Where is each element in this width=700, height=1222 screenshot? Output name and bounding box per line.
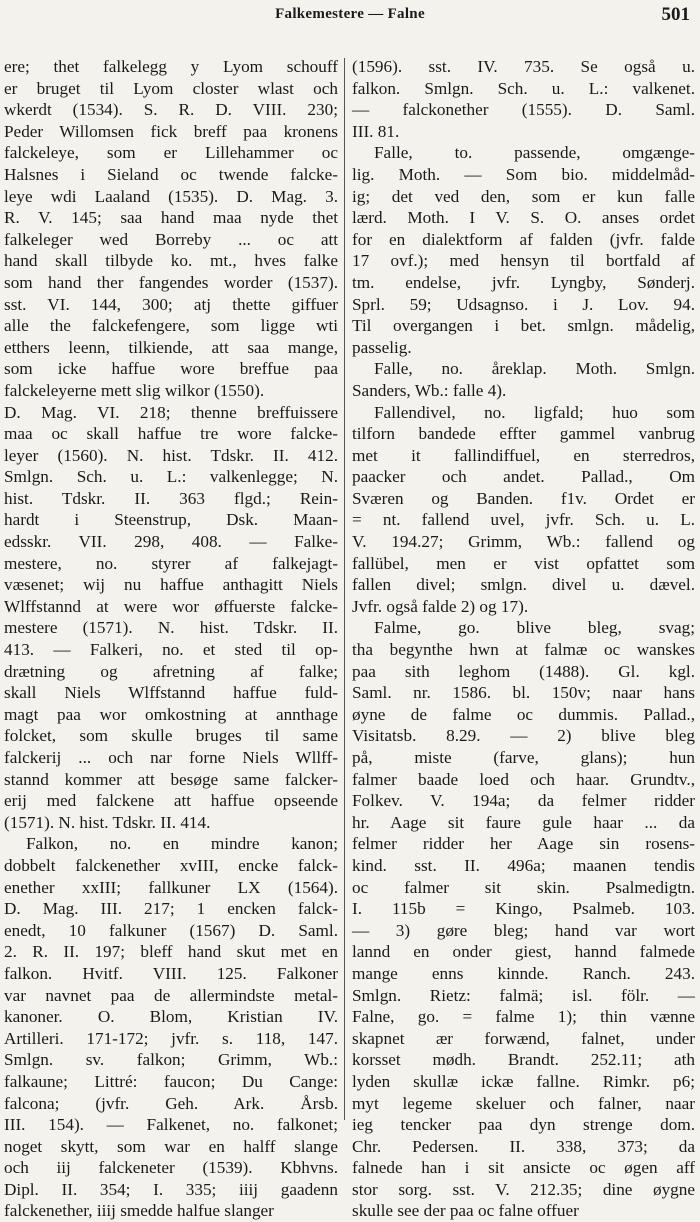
text-line: Chr. Pedersen. II. 338, 373; da — [352, 1136, 695, 1156]
text-line: øyne de falme oc dummis. Pallad., — [352, 704, 695, 724]
text-line: V. 194.27; Grimm, Wb.: fallend og — [352, 532, 695, 552]
text-line: mestere (1571). N. hist. Tdskr. II. — [4, 618, 338, 638]
text-line: 2. R. II. 197; bleff hand skut met en — [4, 942, 338, 962]
text-line: lannd en onder giest, hannd falmede — [352, 942, 695, 962]
text-line: — 3) gøre bleg; hand var wort — [352, 920, 695, 940]
text-line: tilforn bandede effter gammel vanbrug — [352, 424, 695, 444]
text-line: Dipl. II. 354; I. 335; iiij gaadenn — [4, 1179, 338, 1199]
text-line: maa oc skall haffue tre wore falcke- — [4, 424, 338, 444]
text-line: erij med falckene att haffue opseende — [4, 791, 338, 811]
text-line: Sanders, Wb.: falle 4). — [352, 380, 507, 400]
right-column — [352, 56, 695, 1221]
text-line: stannd kommer att besøge same falcker- — [4, 769, 338, 789]
text-line: falckenether, iiij smedde halfue slanger — [4, 1201, 274, 1221]
text-line: kind. sst. II. 496a; maanen tendis — [352, 855, 695, 875]
text-line: etthers leenn, tilkiende, att saa mange, — [4, 337, 338, 357]
text-line: mestere, no. styrer af falkejagt- — [4, 553, 338, 573]
text-line: kanoner. O. Blom, Kristian IV. — [4, 1007, 338, 1027]
text-line: skall Niels Wlffstannd haffue fuld- — [4, 683, 338, 703]
text-line: Smlgn. Sch. u. L.: valkenlegge; N. — [4, 467, 338, 487]
text-line: lyden skullæ ickæ fallne. Rimkr. p6; — [352, 1071, 695, 1091]
text-line: sst. VI. 144, 300; atj thette giffuer — [4, 294, 338, 314]
text-line: III. 81. — [352, 121, 400, 141]
left-column — [4, 56, 338, 1221]
text-line: Smlgn. sv. falkon; Grimm, Wb.: — [4, 1050, 338, 1070]
text-line: hr. Aage sit faure gule haar ... da — [352, 812, 695, 832]
text-line: Falne, go. = falme 1); thin vænne — [352, 1007, 695, 1027]
text-line: alle the falckefengere, som ligge wti — [4, 316, 338, 336]
column-divider — [344, 58, 345, 1120]
text-line: 413. — Falkeri, no. et sted til op- — [4, 640, 338, 660]
text-line: stor sorg. sst. V. 212.35; dine øygne — [352, 1179, 695, 1199]
text-line: folcket, som skulle bruges til same — [4, 726, 338, 746]
text-line: ig; det ved den, som er kun falle — [352, 186, 695, 206]
text-line: Peder Willomsen fick breff paa kronens — [4, 121, 338, 141]
text-line: falckeleye, som er Lillehammer oc — [4, 143, 338, 163]
text-line: falkon. Smlgn. Sch. u. L.: valkenet. — [352, 78, 695, 98]
text-line: Artilleri. 171-172; jvfr. s. 118, 147. — [4, 1028, 338, 1048]
text-line: Fallendivel, no. ligfald; huo som — [374, 402, 695, 422]
text-line: tm. endelse, jvfr. Lyngby, Sønderj. — [352, 272, 695, 292]
text-line: Sprl. 59; Udsagnso. i J. Lov. 94. — [352, 294, 695, 314]
text-line: 17 ovf.); med hensyn til bortfald af — [352, 251, 695, 271]
text-line: I. 115b = Kingo, Psalmeb. 103. — [352, 899, 695, 919]
text-line: falckerij ... och nar forne Niels Wllff- — [4, 748, 338, 767]
text-line: hand skall tilbyde ko. mt., hves falke — [4, 251, 338, 271]
text-line: D. Mag. VI. 218; thenne breffuissere — [4, 402, 338, 422]
text-line: D. Mag. III. 217; 1 encken falck- — [4, 899, 338, 919]
text-line: lig. Moth. — Som bio. middelmåd- — [352, 164, 695, 184]
text-line: Folkev. V. 194a; da felmer ridder — [352, 791, 695, 811]
text-line: edsskr. VII. 298, 408. — Falke- — [4, 532, 338, 552]
page-number: 501 — [661, 4, 690, 25]
text-line: paa sith leghom (1488). Gl. kgl. — [352, 661, 695, 681]
text-line: Visitatsb. 8.29. — 2) blive bleg — [352, 726, 695, 746]
text-line: fallen divel; smlgn. divel u. dævel. — [352, 575, 695, 595]
running-title: Falkemestere — Falne — [275, 6, 425, 22]
text-line: Falle, to. passende, omgænge- — [374, 143, 695, 163]
text-line: drætning og afretning af falke; — [4, 661, 338, 681]
text-line: Smlgn. Rietz: falmä; isl. fölr. — — [352, 985, 695, 1005]
text-line: falmer baade loed och haar. Grundtv., — [352, 769, 695, 789]
text-line: — falckonether (1555). D. Saml. — [352, 100, 695, 120]
text-line: hardt i Steenstrup, Dsk. Maan- — [4, 510, 338, 530]
text-line: fallübel, men er vist opfattet som — [352, 553, 695, 573]
text-line: met it fallindiffuel, en sterredros, — [352, 445, 695, 465]
text-line: på, miste (farve, glans); hun — [352, 748, 695, 767]
text-line: och iij falckeneter (1539). Kbhvns. — [4, 1158, 338, 1178]
text-line: III. 154). — Falkenet, no. falkonet; — [4, 1115, 338, 1135]
text-line: Halsnes i Sieland oc twende falcke- — [4, 164, 338, 184]
text-line: falkaune; Littré: faucon; Du Cange: — [4, 1071, 338, 1091]
running-header — [0, 6, 700, 34]
text-line: væsenet; wij nu haffue anthagitt Niels — [4, 575, 338, 595]
text-line: er bruget til Lyom closter wlast och — [4, 78, 338, 98]
text-line: mange enns kinnde. Ranch. 243. — [352, 963, 695, 983]
text-line: tha begynthe hwn at falmæ oc wanskes — [352, 640, 695, 660]
text-line: enedt, 10 falkuner (1567) D. Saml. — [4, 920, 338, 940]
text-line: Falle, no. åreklap. Moth. Smlgn. — [374, 359, 695, 379]
text-line: falckeleyerne mett slig wilkor (1550). — [4, 380, 265, 400]
text-line: (1596). sst. IV. 735. Se også u. — [352, 57, 695, 76]
text-line: felmer ridder her Aage sin rosens- — [352, 834, 695, 854]
text-line: Til overgangen i bet. smlgn. mådelig, — [352, 316, 695, 336]
text-line: ere; thet falkelegg y Lyom schouff — [4, 57, 338, 76]
text-line: Falkon, no. en mindre kanon; — [26, 834, 338, 854]
text-line: paacker och andet. Pallad., Om — [352, 467, 695, 487]
text-line: var navnet paa de allermindste metal- — [4, 985, 338, 1005]
text-line: = nt. fallend uvel, jvfr. Sch. u. L. — [352, 510, 695, 530]
text-line: ieg tencker paa dyn strenge dom. — [352, 1115, 695, 1135]
text-line: Falme, go. blive bleg, svag; — [374, 618, 695, 638]
text-line: R. V. 145; saa hand maa nyde thet — [4, 208, 338, 228]
text-line: dobbelt falckenether xvIII, encke falck- — [4, 855, 338, 875]
text-line: leyer (1560). N. hist. Tdskr. II. 412. — [4, 445, 338, 465]
text-line: hist. Tdskr. II. 363 flgd.; Rein- — [4, 488, 338, 508]
text-line: Wlffstannd at were wor øffuerste falcke- — [4, 596, 338, 616]
text-line: som hand ther fangendes worder (1537). — [4, 272, 338, 292]
text-line: leye wdi Laaland (1535). D. Mag. 3. — [4, 186, 338, 206]
text-line: (1571). N. hist. Tdskr. II. 414. — [4, 812, 211, 832]
text-line: lærd. Moth. I V. S. O. anses ordet — [352, 208, 695, 228]
text-line: myt legeme skeluer och falner, naar — [352, 1093, 695, 1113]
text-line: Sværen og Banden. f1v. Ordet er — [352, 488, 695, 508]
text-line: Saml. nr. 1586. bl. 150v; naar hans — [352, 683, 695, 703]
text-line: Jvfr. også falde 2) og 17). — [352, 596, 529, 616]
text-line: korsset mødh. Brandt. 252.11; ath — [352, 1050, 695, 1070]
text-line: enether xxIII; fallkuner LX (1564). — [4, 877, 338, 897]
text-line: falcona; (jvfr. Geh. Ark. Årsb. — [4, 1093, 338, 1113]
text-line: falkon. Hvitf. VIII. 125. Falkoner — [4, 963, 338, 983]
text-line: passelig. — [352, 337, 412, 357]
text-line: falkeleger wed Borreby ... oc att — [4, 229, 338, 249]
text-line: som icke haffue wore breffue paa — [4, 359, 338, 379]
text-line: for en dialektform af falden (jvfr. falde — [352, 229, 695, 249]
text-line: wkerdt (1534). S. R. D. VIII. 230; — [4, 100, 338, 120]
text-line: falnede han i sit ansicte oc øgen aff — [352, 1158, 695, 1178]
text-line: oc falmer sit skin. Psalmedigtn. — [352, 877, 695, 897]
text-line: magt paa wor omkostning at annthage — [4, 704, 338, 724]
text-line: skulle see der paa oc falne offuer — [352, 1201, 579, 1221]
text-line: noget skytt, som war en halff slange — [4, 1136, 338, 1156]
text-line: skapnet ær forwænd, falnet, under — [352, 1028, 695, 1048]
